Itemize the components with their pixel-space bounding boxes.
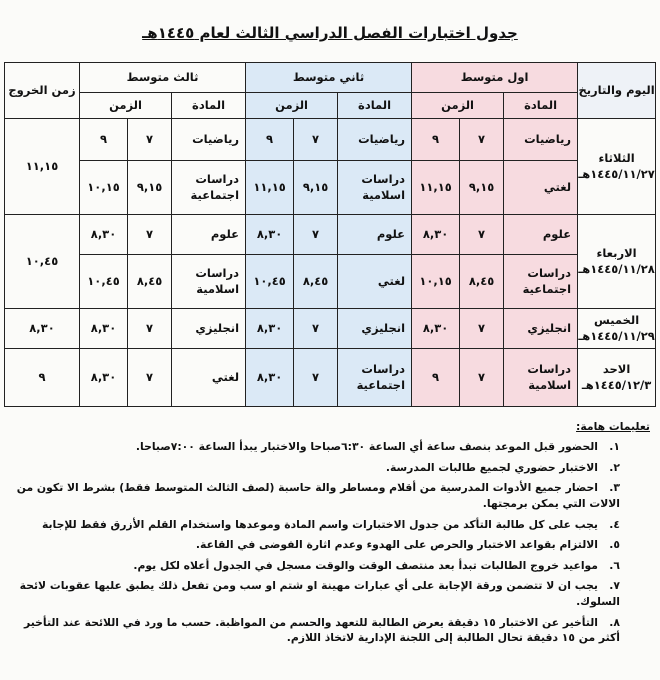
time-from: ٧ [128,215,172,255]
day-date: ١٤٤٥/١١/٢٧هـ [578,166,655,181]
item-text: التأخير عن الاختبار ١٥ دقيقة يعرض الطالبة للتعهد والحسم من المواظبة. حسب ما ورد في اللائحة عند التأخير أكثر من ١٥ دقيقة تحال الطالبة إلى اللجنة الإدارية لاتخاذ اللازم. [24,615,620,645]
day-date: ١٤٤٥/١١/٢٨هـ [578,261,655,276]
time-to: ٨,٣٠ [80,309,128,349]
subject-cell: رياضيات [504,119,578,161]
exit-time-cell: ٩ [5,349,80,407]
header-subject: المادة [172,93,246,119]
list-item [10,480,620,511]
day-cell [578,309,656,349]
day-cell [578,119,656,215]
time-from: ٧ [460,309,504,349]
header-subject: المادة [504,93,578,119]
subject-cell: انجليزي [172,309,246,349]
subject-cell: انجليزي [338,309,412,349]
day-cell [578,215,656,309]
time-to: ٨,٣٠ [412,309,460,349]
time-to: ١٠,١٥ [80,161,128,215]
header-exit-time: زمن الخروج [5,63,80,119]
item-number: ٢. [609,460,620,474]
time-from: ٨,٤٥ [294,255,338,309]
subject-cell: دراسات اسلامية [172,255,246,309]
time-from: ٧ [128,349,172,407]
time-to: ١٠,٤٥ [246,255,294,309]
subject-cell: رياضيات [172,119,246,161]
subject-cell: علوم [504,215,578,255]
time-to: ٩ [80,119,128,161]
time-to: ١١,١٥ [246,161,294,215]
day-name: الاحد [602,361,631,376]
time-from: ٧ [460,215,504,255]
subject-cell: لغتي [172,349,246,407]
day-date: ١٤٤٥/١١/٢٩هـ [578,328,655,343]
time-from: ٩,١٥ [460,161,504,215]
subject-cell: دراسات اجتماعية [172,161,246,215]
subject-cell: رياضيات [338,119,412,161]
table-row [5,349,656,407]
day-cell [578,349,656,407]
time-to: ٩ [412,349,460,407]
time-to: ٨,٣٠ [80,215,128,255]
time-to: ٩ [412,119,460,161]
item-number: ٦. [609,558,620,572]
time-from: ٧ [294,349,338,407]
list-item [10,517,620,533]
time-from: ٧ [294,215,338,255]
item-text: الالتزام بقواعد الاختبار والحرص على الهدوء وعدم اثارة الفوضى في القاعة. [195,538,598,552]
table-row [5,161,656,215]
header-grade-3: ثالث متوسط [80,63,246,93]
subject-cell: دراسات اجتماعية [338,349,412,407]
subject-cell: دراسات اجتماعية [504,255,578,309]
item-text: احضار جميع الأدوات المدرسية من أقلام ومساطر والة حاسبة (لصف الثالث المتوسط فقط) بشرط الا تكون من الالات التي يمكن برمجتها. [16,481,620,510]
list-item [10,537,620,553]
time-to: ١٠,٤٥ [80,255,128,309]
item-text: يجب على كل طالبة التأكد من جدول الاختبارات واسم المادة وموعدها واستخدام القلم الأزرق فقط للإجابة [41,517,598,531]
header-time: الزمن [246,93,338,119]
subject-cell: علوم [172,215,246,255]
header-grade-1: اول متوسط [412,63,578,93]
time-to: ٨,٣٠ [246,215,294,255]
header-day-date: اليوم والتاريخ [578,63,656,119]
header-subject: المادة [338,93,412,119]
instructions-section [10,420,650,651]
item-number: ٤. [609,517,620,531]
subject-cell: لغتي [338,255,412,309]
instructions-title: تعليمات هامة: [576,420,650,433]
item-text: الاختبار حضوري لجميع طالبات المدرسة. [385,460,598,474]
item-number: ١. [609,440,620,453]
day-name: الاربعاء [596,245,637,260]
document-title: جدول اختبارات الفصل الدراسي الثالث لعام ١٤٤٥هـ [142,24,518,42]
exit-time-cell: ٨,٣٠ [5,309,80,349]
exit-time-cell: ١١,١٥ [5,119,80,215]
time-from: ٨,٤٥ [460,255,504,309]
list-item [10,439,620,455]
time-to: ٩ [246,119,294,161]
item-number: ٨. [609,615,620,629]
table-row [5,119,656,161]
item-text: يجب ان لا تتضمن ورقة الإجابة على أي عبارات مهينة او شتم او سب ومن تفعل ذلك يطبق عليها عقوبات لائحة السلوك. [19,579,620,609]
instructions-list [10,439,650,646]
time-from: ٧ [128,309,172,349]
item-text: مواعيد خروج الطالبات تبدأ بعد منتصف الوقت والوقت مسجل في الجدول أعلاه لكل يوم. [133,558,598,572]
list-item [10,558,620,574]
day-date: ١٤٤٥/١٢/٣هـ [581,377,652,392]
header-grade-2: ثاني متوسط [246,63,412,93]
exit-time-cell: ١٠,٤٥ [5,215,80,309]
subject-cell: دراسات اسلامية [338,161,412,215]
table-row [5,255,656,309]
time-to: ٨,٣٠ [412,215,460,255]
time-from: ٧ [460,119,504,161]
time-from: ٧ [460,349,504,407]
list-item [10,460,620,476]
time-from: ٧ [294,309,338,349]
header-time: الزمن [80,93,172,119]
time-to: ١٠,١٥ [412,255,460,309]
subject-cell: دراسات اسلامية [504,349,578,407]
subject-cell: لغتي [504,161,578,215]
time-from: ٩,١٥ [294,161,338,215]
subject-cell: انجليزي [504,309,578,349]
exam-schedule-table [4,62,656,407]
table-row [5,215,656,255]
item-number: ٣. [609,481,620,495]
time-from: ٩,١٥ [128,161,172,215]
time-to: ١١,١٥ [412,161,460,215]
list-item [10,615,620,646]
item-number: ٧. [609,579,620,593]
time-from: ٨,٤٥ [128,255,172,309]
time-to: ٨,٣٠ [246,309,294,349]
time-from: ٧ [128,119,172,161]
list-item [10,578,620,609]
day-name: الخميس [593,312,640,327]
item-number: ٥. [609,538,620,552]
subject-cell: علوم [338,215,412,255]
time-from: ٧ [294,119,338,161]
time-to: ٨,٣٠ [80,349,128,407]
header-time: الزمن [412,93,504,119]
table-row [5,309,656,349]
time-to: ٨,٣٠ [246,349,294,407]
day-name: الثلاثاء [598,150,635,165]
item-text: الحضور قبل الموعد بنصف ساعة أي الساعة ٦:٣٠صباحا والاختبار يبدأ الساعة ٧:٠٠صباحا. [135,440,598,453]
